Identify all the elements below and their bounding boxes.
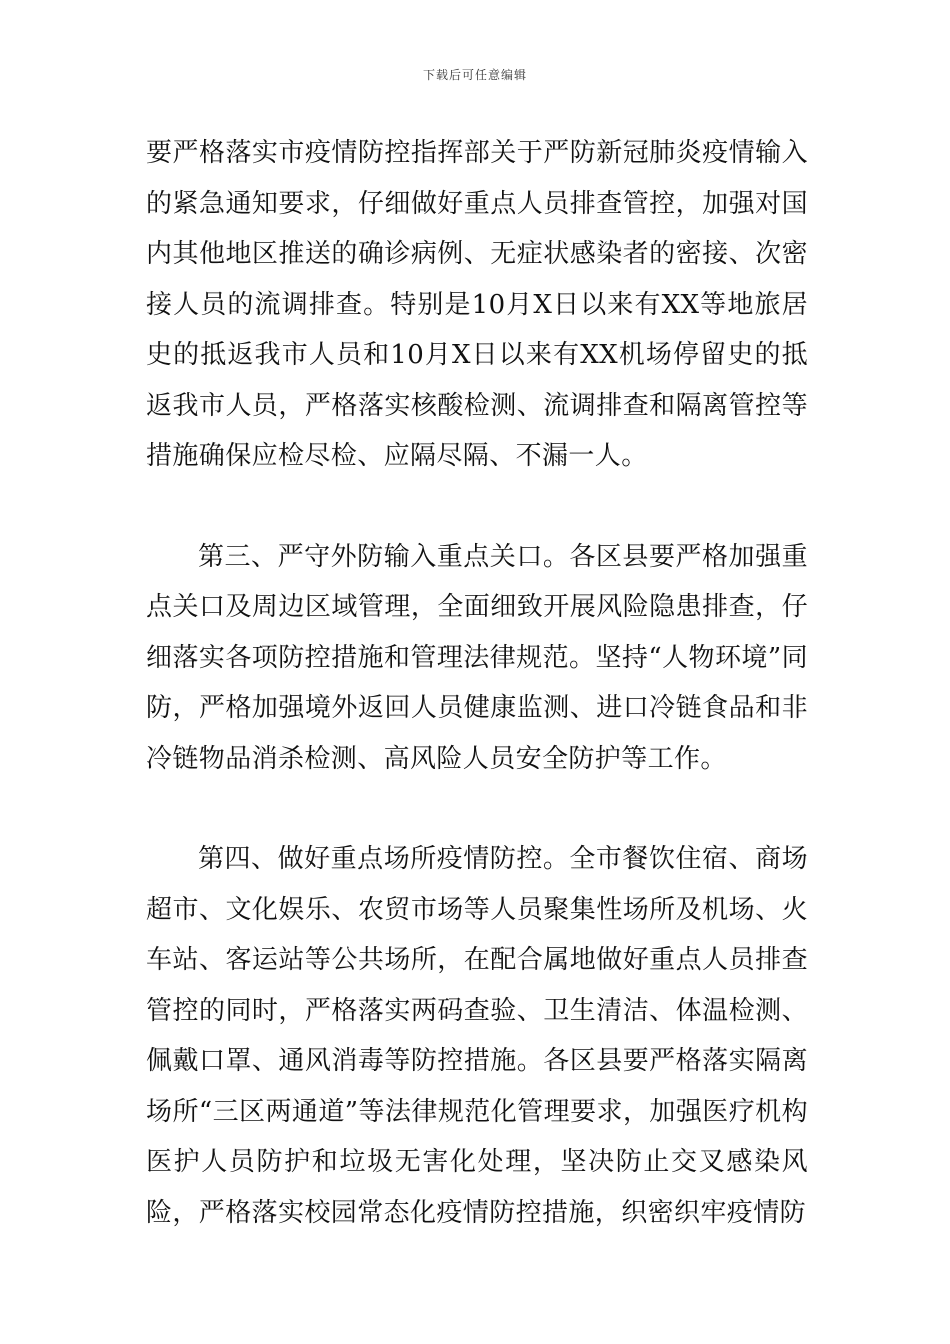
document-body xyxy=(146,128,808,1238)
paragraph-fourth-point: 第四、做好重点场所疫情防控。全市餐饮住宿、商场超市、文化娱乐、农贸市场等人员聚集性场所及机场、火车站、客运站等公共场所，在配合属地做好重点人员排查管控的同时，严格落实两码查验、卫生清洁、体温检测、佩戴口罩、通风消毒等防控措施。各区县要严格落实隔离场所“三区两通道”等法律规范化管理要求，加强医疗机构医护人员防护和垃圾无害化处理，坚决防止交叉感染风险，严格落实校园常态化疫情防控措施，织密织牢疫情防 xyxy=(146,844,808,1228)
paragraph-continuation: 要严格落实市疫情防控指挥部关于严防新冠肺炎疫情输入的紧急通知要求，仔细做好重点人员排查管控，加强对国内其他地区推送的确诊病例、无症状感染者的密接、次密接人员的流调排查。特别是10月X日以来有XX等地旅居史的抵返我市人员和10月X日以来有XX机场停留史的抵返我市人员，严格落实核酸检测、流调排查和隔离管控等措施确保应检尽检、应隔尽隔、不漏一人。 xyxy=(146,138,808,471)
header-note: 下载后可任意编辑 xyxy=(422,68,527,82)
paragraph-third-point: 第三、严守外防输入重点关口。各区县要严格加强重点关口及周边区域管理，全面细致开展风险隐患排查，仔细落实各项防控措施和管理法律规范。坚持“人物环境”同防，严格加强境外返回人员健康监测、进口冷链食品和非冷链物品消杀检测、高风险人员安全防护等工作。 xyxy=(146,541,808,774)
